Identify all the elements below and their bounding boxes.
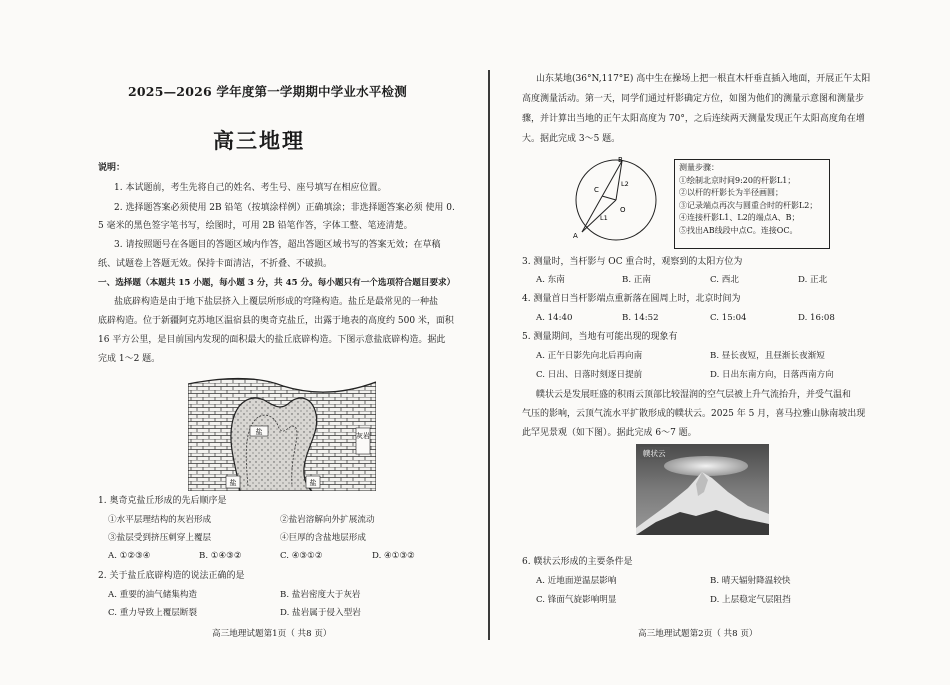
- q6-stem: 6. 幞状云形成的主要条件是: [522, 557, 633, 567]
- notes-heading: 说明：: [98, 163, 126, 173]
- steps-title: 测量步骤：: [679, 163, 719, 172]
- note-line-4: 3. 请按照题号在各题目的答题区域内作答，超出答题区域书写的答案无效；在草稿: [114, 240, 441, 250]
- left-footer: 高三地理试题第1页（ 共8 页）: [212, 629, 332, 639]
- q3-option-d[interactable]: D. 正北: [798, 275, 828, 285]
- point-a: A: [573, 232, 578, 240]
- exam-title: 2025—2026 学年度第一学期期中学业水平检测: [128, 84, 407, 99]
- passage1-line-4: 完成 1～2 题。: [98, 354, 161, 364]
- q6-option-c[interactable]: C. 锋面气旋影响明显: [536, 595, 617, 605]
- shadow-circle-diagram: [552, 154, 672, 244]
- q2-option-c[interactable]: C. 重力导致上覆层断裂: [108, 608, 198, 618]
- q4-option-a[interactable]: A. 14:40: [536, 313, 573, 323]
- limestone-label: 灰岩: [356, 432, 370, 440]
- q1-option-b[interactable]: B. ①④③②: [199, 551, 242, 561]
- photo-label: 幞状云: [643, 449, 666, 458]
- q6-option-b[interactable]: B. 晴天辐射降温较快: [710, 576, 791, 586]
- q1-item-3: ③盐层受到挤压刺穿上覆层: [108, 533, 212, 543]
- passage2-line-2: 高度测量活动。第一天，同学们通过杆影确定方位，如图为他们的测量示意图和测量步: [522, 94, 865, 104]
- q3-option-a[interactable]: A. 东南: [536, 275, 565, 285]
- note-line-3: 5 毫米的黑色签字笔书写，绘图时，可用 2B 铅笔作答，字体工整、笔迹清楚。: [98, 221, 413, 231]
- label-l2: L2: [621, 180, 629, 188]
- section-heading: 一、选择题（本题共 15 小题，每小题 3 分，共 45 分。每小题只有一个选项符合题目要求）: [98, 278, 456, 288]
- pileus-cloud-photo: [636, 444, 769, 535]
- right-page: [492, 0, 950, 685]
- q4-option-b[interactable]: B. 14:52: [622, 313, 659, 323]
- step-5: ⑤找出AB线段中点C。连接OC。: [679, 225, 798, 235]
- q1-item-1: ①水平层理结构的灰岩形成: [108, 515, 212, 525]
- q5-option-b[interactable]: B. 昼长夜短，且昼渐长夜渐短: [710, 351, 825, 361]
- salt-label-right: 盐: [309, 479, 317, 487]
- salt-label-inner: 盐: [255, 428, 263, 436]
- q2-option-a[interactable]: A. 重要的油气储集构造: [108, 590, 198, 600]
- salt-diapir-diagram: [188, 376, 376, 491]
- passage2-line-1: 山东某地(36°N,117°E) 高中生在操场上把一根直木杆垂直插入地面，开展正午太阳: [536, 74, 871, 84]
- step-4: ④连接杆影L1、L2的端点A、B；: [679, 213, 800, 222]
- q1-item-4: ④巨厚的含盐地层形成: [280, 533, 366, 543]
- q2-stem: 2. 关于盐丘底辟构造的说法正确的是: [98, 571, 245, 581]
- measurement-steps-box: [674, 159, 830, 249]
- note-line-2: 2. 选择题答案必须使用 2B 铅笔（按填涂样例）正确填涂；非选择题答案必须 使用 0.: [114, 203, 455, 213]
- point-c: C: [594, 186, 599, 194]
- subject-title: 高三地理: [213, 128, 305, 153]
- right-footer: 高三地理试题第2页（ 共8 页）: [638, 629, 758, 639]
- q5-option-c[interactable]: C. 日出、日落时刻逐日提前: [536, 370, 643, 380]
- q3-option-c[interactable]: C. 西北: [710, 275, 739, 285]
- note-line-1: 1. 本试题前，考生先将自己的姓名、考生号、座号填写在相应位置。: [114, 183, 387, 193]
- passage1-line-2: 底辟构造。位于新疆阿克苏地区温宿县的奥奇克盐丘，出露于地表的高度约 500 米，面积: [98, 316, 454, 326]
- q5-option-a[interactable]: A. 正午日影先向北后再向南: [536, 351, 643, 361]
- point-b: B: [618, 156, 623, 164]
- q1-item-2: ②盐岩溶解向外扩展流动: [280, 515, 375, 525]
- q1-option-d[interactable]: D. ④①③②: [372, 551, 415, 561]
- step-3: ③记录端点再次与圆重合时的杆影L2；: [679, 200, 818, 210]
- step-2: ②以杆的杆影长为半径画圆；: [679, 188, 783, 197]
- passage3-line-3: 此罕见景观（如下图）。据此完成 6～7 题。: [522, 428, 697, 438]
- passage3-line-2: 气压的影响，云顶气流水平扩散形成的幞状云。2025 年 5 月，喜马拉雅山脉南坡出现: [522, 409, 866, 419]
- passage1-line-1: 盐底辟构造是由于地下盐层挤入上覆层所形成的穹隆构造。盐丘是最常见的一种盐: [114, 297, 439, 307]
- passage2-line-4: 大。据此完成 3～5 题。: [522, 134, 621, 144]
- passage3-line-1: 幞状云是发展旺盛的积雨云顶部比较湿润的空气层被上升气流抬升，并受气温和: [536, 390, 852, 400]
- q4-stem: 4. 测量首日当杆影端点重新落在圆周上时，北京时间为: [522, 294, 741, 304]
- q1-option-c[interactable]: C. ④③①②: [280, 551, 323, 561]
- passage2-line-3: 骤，并计算出当地的正午太阳高度为 70°，之后连续两天测量发现正午太阳高度角在增: [522, 114, 865, 124]
- page-divider: [488, 70, 490, 640]
- q6-option-d[interactable]: D. 上层稳定气层阻挡: [710, 595, 791, 605]
- q1-stem: 1. 奥奇克盐丘形成的先后顺序是: [98, 496, 227, 506]
- passage1-line-3: 16 平方公里，是目前国内发现的面积最大的盐丘底辟构造。下图示意盐底辟构造。据此: [98, 335, 446, 345]
- salt-label-left: 盐: [229, 479, 237, 487]
- q6-option-a[interactable]: A. 近地面逆温层影响: [536, 576, 617, 586]
- q4-option-d[interactable]: D. 16:08: [798, 313, 835, 323]
- q3-option-b[interactable]: B. 正南: [622, 275, 651, 285]
- label-l1: L1: [600, 214, 608, 222]
- q2-option-d[interactable]: D. 盐岩属于侵入型岩: [280, 608, 361, 618]
- q3-stem: 3. 测量时，当杆影与 OC 重合时，观察到的太阳方位为: [522, 257, 743, 267]
- note-line-5: 纸、试题卷上答题无效。保持卡面清洁，不折叠、不破损。: [98, 259, 333, 269]
- q1-option-a[interactable]: A. ①②③④: [108, 551, 151, 561]
- q5-option-d[interactable]: D. 日出东南方向，日落西南方向: [710, 370, 834, 380]
- point-o: O: [620, 206, 626, 214]
- q5-stem: 5. 测量期间，当地有可能出现的现象有: [522, 332, 678, 342]
- step-1: ①绘制北京时间9:20的杆影L1；: [679, 175, 796, 185]
- q4-option-c[interactable]: C. 15:04: [710, 313, 747, 323]
- q2-option-b[interactable]: B. 盐岩密度大于灰岩: [280, 590, 361, 600]
